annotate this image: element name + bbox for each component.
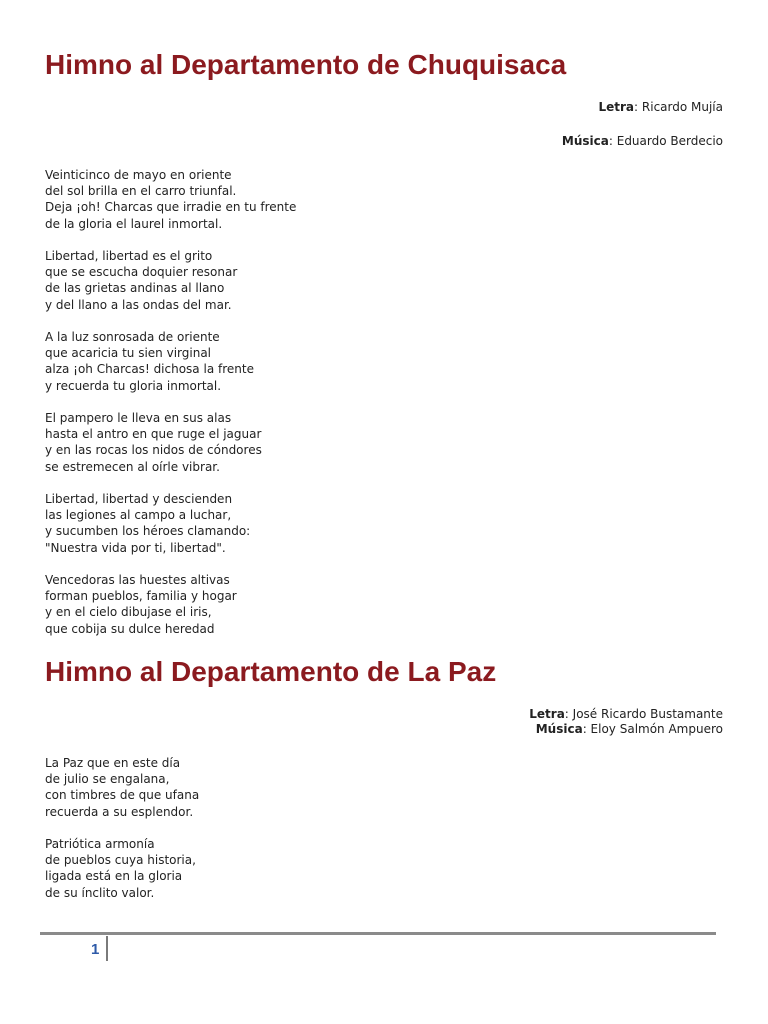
section-title-chuquisaca: Himno al Departamento de Chuquisaca <box>45 49 567 80</box>
credits-la-paz <box>529 707 723 737</box>
verse-line: Deja ¡oh! Charcas que irradie en tu frente <box>45 200 297 215</box>
letra-label: Letra <box>598 100 635 114</box>
letra-value: José Ricardo Bustamante <box>572 707 723 721</box>
verse-line: y del llano a las ondas del mar. <box>45 297 232 312</box>
verse-line: Vencedoras las huestes altivas <box>45 573 230 587</box>
verse-line: y en el cielo dibujase el iris, <box>45 605 212 620</box>
composer-credit: Música: Eloy Salmón Ampuero <box>535 722 723 736</box>
letra-label: Letra <box>529 707 565 721</box>
letra-value: Ricardo Mujía <box>641 100 723 114</box>
stanza <box>45 755 199 820</box>
lyricist-credit: Letra: José Ricardo Bustamante <box>529 707 723 721</box>
musica-value: Eduardo Berdecio <box>616 134 723 148</box>
verse-line: Patriótica armonía <box>45 837 155 851</box>
verse-line: de pueblos cuya historia, <box>45 853 196 868</box>
verse-line: hasta el antro en que ruge el jaguar <box>45 427 262 442</box>
stanza <box>45 329 254 394</box>
verse-line: ligada está en la gloria <box>45 869 183 884</box>
verse-line: de su ínclito valor. <box>45 885 155 900</box>
footer-rule <box>40 932 716 935</box>
verse-line: Veinticinco de mayo en oriente <box>45 168 232 182</box>
composer-credit: Música: Eduardo Berdecio <box>561 134 723 148</box>
verse-line: y sucumben los héroes clamando: <box>45 524 251 539</box>
stanza <box>45 491 250 556</box>
verse-line: que cobija su dulce heredad <box>45 621 215 636</box>
stanza <box>45 836 196 901</box>
page-number-divider <box>106 936 108 961</box>
verse-line: El pampero le lleva en sus alas <box>45 411 232 425</box>
verse-line: del sol brilla en el carro triunfal. <box>45 184 237 199</box>
section-title-la-paz: Himno al Departamento de La Paz <box>45 656 497 687</box>
stanza <box>45 167 296 232</box>
verse-line: se estremecen al oírle vibrar. <box>45 459 220 474</box>
verse-line: que se escucha doquier resonar <box>45 265 238 280</box>
verse-line: La Paz que en este día <box>45 756 181 770</box>
musica-label: Música <box>561 134 609 148</box>
verse-line: y recuerda tu gloria inmortal. <box>45 378 222 393</box>
verse-line: forman pueblos, familia y hogar <box>45 589 237 604</box>
verse-line: de la gloria el laurel inmortal. <box>45 216 223 231</box>
stanza <box>45 248 237 313</box>
verse-line: Libertad, libertad y descienden <box>45 492 233 506</box>
lyricist-credit: Letra: Ricardo Mujía <box>598 100 723 114</box>
verse-line: de julio se engalana, <box>45 772 170 787</box>
verse-line: de las grietas andinas al llano <box>45 281 225 296</box>
verse-line: recuerda a su esplendor. <box>45 804 194 819</box>
verse-line: "Nuestra vida por ti, libertad". <box>45 540 226 555</box>
verse-line: las legiones al campo a luchar, <box>45 508 232 523</box>
stanza <box>45 572 237 637</box>
verse-line: alza ¡oh Charcas! dichosa la frente <box>45 362 254 377</box>
musica-label: Música <box>535 722 583 736</box>
musica-value: Eloy Salmón Ampuero <box>590 722 723 736</box>
stanza <box>45 410 262 475</box>
verse-line: A la luz sonrosada de oriente <box>45 330 220 344</box>
verse-line: y en las rocas los nidos de cóndores <box>45 443 262 458</box>
verse-line: con timbres de que ufana <box>45 788 200 803</box>
verse-line: Libertad, libertad es el grito <box>45 249 213 263</box>
verse-line: que acaricia tu sien virginal <box>45 346 212 361</box>
page-number: 1 <box>91 941 100 958</box>
